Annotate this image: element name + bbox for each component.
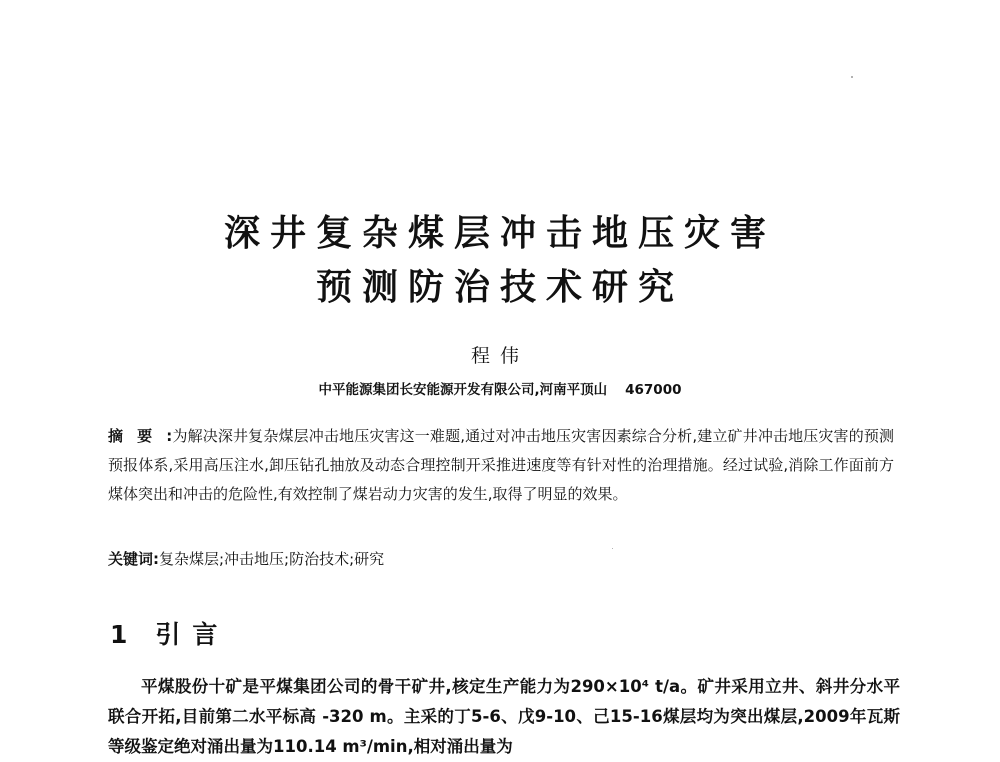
keywords-block [108, 547, 894, 571]
affiliation-text: 中平能源集团长安能源开发有限公司,河南平顶山 [318, 382, 608, 398]
abstract-text: 为解决深井复杂煤层冲击地压灾害这一难题,通过对冲击地压灾害因素综合分析,建立矿井冲击地压灾害的预测预报体系,采用高压注水,卸压钻孔抽放及动态合理控制开采推进速度等有针对性的治理措施。经过试验,消除工作面前方煤体突出和冲击的危险性,有效控制了煤岩动力灾害的发生,取得了明显的效果。 [108, 427, 894, 503]
abstract-colon: : [166, 427, 173, 445]
author-name: 程伟 [470, 345, 529, 367]
scan-speck [851, 76, 853, 78]
section-number: 1 [110, 620, 128, 649]
section-title: 引言 [155, 620, 230, 649]
abstract-block [108, 422, 894, 509]
postal-code: 467000 [625, 382, 682, 398]
keywords-text: 复杂煤层;冲击地压;防治技术;研究 [159, 550, 385, 568]
paper-title-line-2: 预测防治技术研究 [315, 267, 684, 308]
author-affiliation [0, 380, 1000, 400]
abstract-label: 摘要 [108, 427, 167, 445]
paper-title-line-1: 深井复杂煤层冲击地压灾害 [223, 213, 776, 254]
keywords-label: 关键词: [108, 550, 159, 568]
body-paragraph: 平煤股份十矿是平煤集团公司的骨干矿井,核定生产能力为290×10⁴ t/a。矿井采用立井、斜井分水平联合开拓,目前第二水平标高 -320 m。主采的丁5-6、戊9-10、己15-16煤层均为突出煤层,2009年瓦斯等级鉴定绝对涌出量为110.14 m³/min,相对涌出量为 [108, 677, 900, 756]
section-heading [110, 618, 229, 652]
